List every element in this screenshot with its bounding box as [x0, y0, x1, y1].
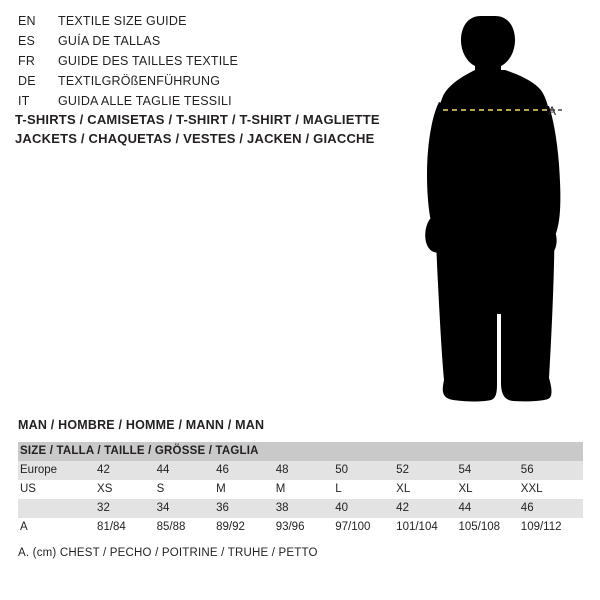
language-text: GUIDE DES TAILLES TEXTILE: [58, 54, 239, 68]
table-cell: 81/84: [97, 521, 126, 533]
table-footnote: A. (cm) CHEST / PECHO / POITRINE / TRUHE / PETTO: [18, 547, 318, 559]
male-silhouette-figure: [405, 14, 590, 404]
table-cell: M: [216, 483, 226, 495]
table-cell: XXL: [520, 483, 543, 495]
table-section-title: MAN / HOMBRE / HOMME / MANN / MAN: [18, 418, 265, 432]
table-cell: 44: [458, 502, 472, 514]
table-cell: XL: [458, 483, 473, 495]
table-cell: 52: [396, 464, 409, 476]
table-cell: 93/96: [275, 521, 305, 533]
table-cell: 46: [216, 464, 229, 476]
table-cell: 97/100: [335, 521, 371, 533]
table-header-row: [18, 442, 583, 461]
language-row: [18, 54, 378, 74]
table-cell: 109/112: [520, 521, 562, 533]
table-header-label: SIZE / TALLA / TAILLE / GRÖSSE / TAGLIA: [20, 445, 259, 457]
table-row: [18, 518, 583, 537]
table-row: [18, 461, 583, 480]
language-text: TEXTILE SIZE GUIDE: [58, 14, 187, 28]
table-cell: 36: [216, 502, 229, 514]
silhouette-svg: [405, 14, 590, 404]
table-cell: 42: [97, 464, 110, 476]
row-label: Europe: [20, 464, 58, 476]
language-code: ES: [18, 34, 36, 48]
language-code: IT: [18, 94, 30, 108]
table-cell: 34: [156, 502, 170, 514]
language-code: EN: [18, 14, 36, 28]
language-code: FR: [18, 54, 36, 68]
language-code: DE: [18, 74, 36, 88]
table-cell: 48: [275, 464, 289, 476]
table-cell: 46: [520, 502, 534, 514]
table-cell: XL: [396, 483, 411, 495]
table-cell: XS: [97, 483, 113, 495]
table-cell: 101/104: [396, 521, 438, 533]
table-cell: 42: [396, 502, 409, 514]
category-tshirts: T-SHIRTS / CAMISETAS / T-SHIRT / T-SHIRT / MAGLIETTE: [15, 112, 380, 127]
language-list: [18, 14, 378, 114]
table-cell: 40: [335, 502, 349, 514]
language-text: GUÍA DE TALLAS: [58, 34, 161, 48]
row-label: US: [20, 483, 36, 495]
table-cell: 54: [458, 464, 472, 476]
category-jackets: JACKETS / CHAQUETAS / VESTES / JACKEN / GIACCHE: [15, 131, 375, 146]
size-table: [18, 442, 583, 537]
language-row: [18, 14, 378, 34]
row-label: [18, 499, 97, 518]
chest-measure-label: A: [548, 104, 557, 118]
language-row: [18, 74, 378, 94]
language-row: [18, 34, 378, 54]
table-row: [18, 480, 583, 499]
table-cell: 38: [275, 502, 289, 514]
table-cell: 85/88: [156, 521, 186, 533]
row-label: A: [20, 521, 28, 533]
table-cell: 56: [520, 464, 534, 476]
table-cell: L: [335, 483, 342, 495]
language-text: TEXTILGRÖßENFÜHRUNG: [58, 74, 221, 88]
table-cell: 32: [97, 502, 110, 514]
category-headings: [15, 110, 415, 148]
table-row: [18, 499, 583, 518]
table-cell: 105/108: [458, 521, 501, 533]
table-cell: 50: [335, 464, 349, 476]
table-cell: 89/92: [216, 521, 245, 533]
table-cell: S: [156, 483, 165, 495]
table-cell: 44: [156, 464, 170, 476]
language-text: GUIDA ALLE TAGLIE TESSILI: [58, 94, 232, 108]
table-cell: M: [275, 483, 286, 495]
